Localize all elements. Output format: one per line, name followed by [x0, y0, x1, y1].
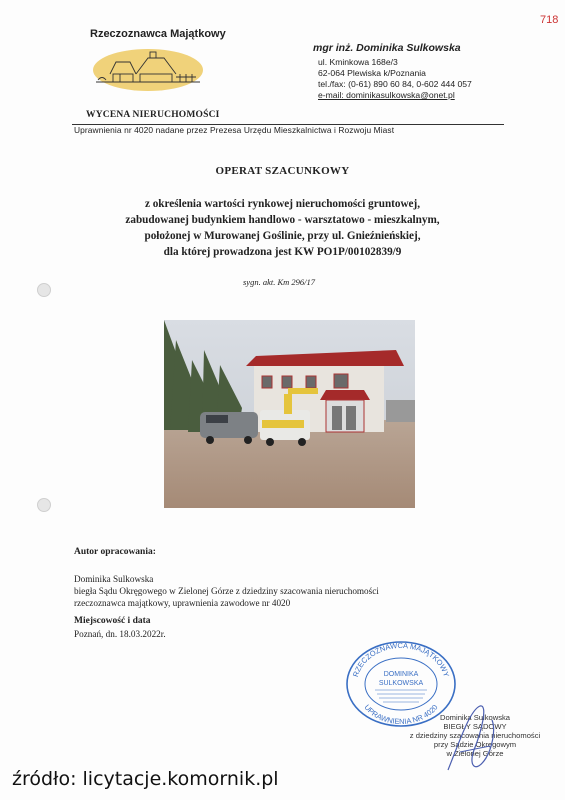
- handwritten-signature: [440, 700, 500, 780]
- building-photo: [164, 320, 415, 508]
- author-line: biegła Sądu Okręgowego w Zielonej Górze z dziedziny szacowania nieruchomości: [74, 586, 379, 596]
- author-label: Autor opracowania:: [74, 547, 156, 557]
- author-heading: mgr inż. Dominika Sulkowska: [313, 42, 461, 54]
- author-line: rzeczoznawca majątkowy, uprawnienia zawodowe nr 4020: [74, 598, 291, 608]
- license-line: Uprawnienia nr 4020 nadane przez Prezesa Urzędu Mieszkalnictwa i Rozwoju Miast: [74, 125, 395, 135]
- case-reference: sygn. akt. Km 296/17: [243, 277, 316, 287]
- stamp-name-first: DOMINIKA: [383, 671, 419, 678]
- logo-subtitle: WYCENA NIERUCHOMOŚCI: [86, 110, 220, 120]
- signature-block-line: przy Sądzie Okręgowym: [433, 740, 517, 749]
- punch-hole: [37, 283, 51, 297]
- address-city: 62-064 Plewiska k/Poznania: [318, 68, 426, 78]
- address-email: e-mail: dominikasulkowska@onet.pl: [318, 90, 455, 100]
- address-street: ul. Kminkowa 168e/3: [318, 57, 398, 67]
- description-line: położonej w Murowanej Goślinie, przy ul. Gnieźnieńskiej,: [144, 230, 421, 242]
- stamp-name-last: SULKOWSKA: [378, 680, 424, 687]
- stamp-ring-bottom: UPRAWNIENIA NR 4020: [362, 702, 440, 727]
- author-line: Dominika Sulkowska: [74, 574, 154, 584]
- description-line: z określenia wartości rynkowej nieruchomości gruntowej,: [144, 198, 421, 210]
- signature-block-line: Dominika Sulkowska: [439, 713, 511, 722]
- punch-hole: [37, 498, 51, 512]
- source-caption: źródło: licytacje.komornik.pl: [12, 768, 279, 790]
- signature-block-line: z dziedziny szacowania nieruchomości: [409, 731, 541, 740]
- house-landscape-logo: [92, 44, 204, 92]
- document-title: OPERAT SZACUNKOWY: [215, 165, 350, 177]
- address-phone: tel./fax: (0-61) 890 60 84, 0-602 444 057: [318, 79, 472, 89]
- stamp-ring-top: RZECZOZNAWCA MAJĄTKOWY: [350, 640, 452, 679]
- signature-block-line: w Zielonej Górze: [446, 749, 504, 758]
- place-date-label: Miejscowość i data: [74, 616, 151, 626]
- page-number: 718: [540, 14, 559, 26]
- place-date-value: Poznań, dn. 18.03.2022r.: [74, 629, 166, 639]
- description-line: dla której prowadzona jest KW PO1P/00102839/9: [163, 246, 402, 258]
- description-line: zabudowanej budynkiem handlowo - warsztatowo - mieszkalnym,: [125, 214, 440, 226]
- signature-block-line: BIEGŁY SĄDOWY: [443, 722, 507, 731]
- brand-name: Rzeczoznawca Majątkowy: [90, 28, 226, 40]
